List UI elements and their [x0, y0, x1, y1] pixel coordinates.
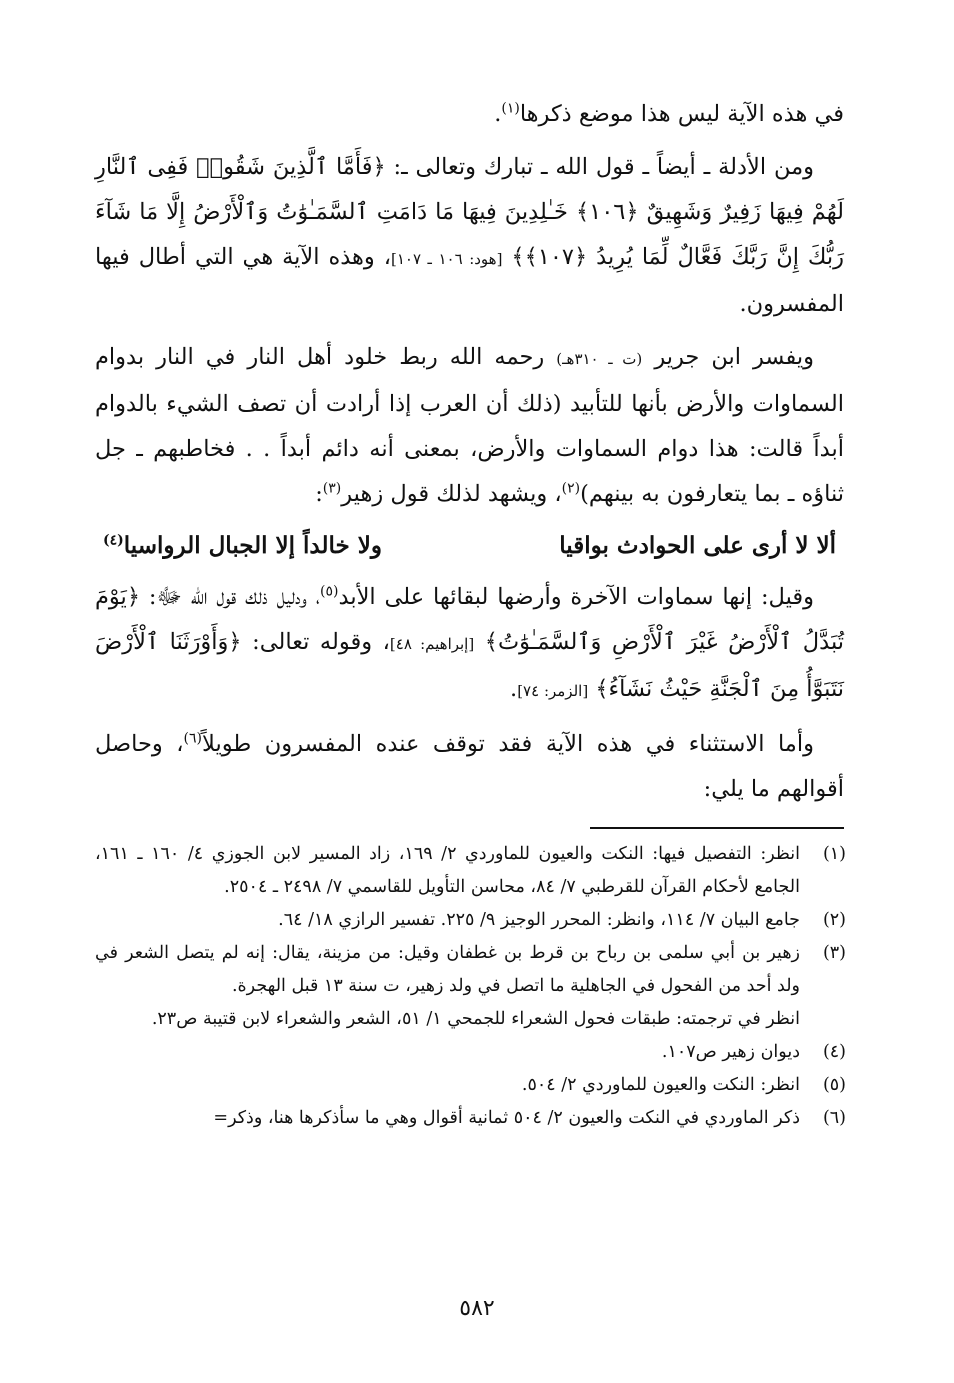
- footnote-text: انظر: التفصيل فيها: النكت والعيون للماوردي ٢/ ١٦٩، زاد المسير لابن الجوزي ٤/ ١٦٠ ـ ١٦١، الجامع لأحكام القرآن للقرطبي ٧/ ٨٤، محاسن التأويل للقاسمي ٧/ ٢٤٩٨ ـ ٢٥٠٤.: [95, 844, 800, 897]
- footnote-ref-5: (٥): [320, 583, 339, 600]
- footnote-number: (٣): [822, 943, 846, 963]
- paragraph-3-body: رحمه الله ربط خلود أهل النار في النار بدوام السماوات والأرض بأنها للتأبيد (ذلك أن العرب إذا أرادت أن تصف الشيء بالدوام أبداً قالت: هذا دوام السماوات والأرض، بمعنى أنه دائم أبداً . . فخاطبهم ـ جل ثناؤه ـ بما يتعارفون به بينهم): [95, 344, 844, 507]
- footnote-ref-6: (٦): [183, 730, 203, 747]
- verse-reference-zumar: [الزمر: ٧٤]: [517, 682, 589, 700]
- footnote-number: (٦): [822, 1108, 846, 1128]
- verse-reference-hud: [هود: ١٠٦ ـ ١٠٧]: [390, 250, 503, 268]
- verse-second-hemistich-wrap: [103, 525, 382, 567]
- footnote-4: [95, 1036, 846, 1069]
- paragraph-4-lead: وقيل: إنها سماوات الآخرة وأرضها لبقائها على الأبد: [338, 584, 815, 610]
- quran-verse-hud: ﴿فَأَمَّا ٱلَّذِينَ شَقُوا۟ فَفِى ٱلنَّارِ لَهُمْ فِيهَا زَفِيرٌ وَشَهِيقٌ ﴿١٠٦﴾ خَـٰلِدِينَ فِيهَا مَا دَامَتِ ٱلسَّمَـٰوَٰتُ وَٱلْأَرْضُ إِلَّا مَا شَآءَ رَبُّكَ إِنَّ رَبَّكَ فَعَّالٌ لِّمَا يُرِيدُ ﴿١٠٧﴾﴾: [95, 154, 845, 270]
- death-date: (ت ـ ٣١٠هـ): [556, 350, 643, 368]
- footnote-text: زهير بن أبي سلمى بن رباح بن قرط بن غطفان وقيل: من مزينة، يقال: إنه لم يتصل الشعر في ولد أحد من الفحول في الجاهلية ما اتصل في ولد زهير، ت سنة ١٣ قبل الهجرة.: [95, 943, 800, 996]
- paragraph-5-tail: ، وحاصل أقوالهم ما يلي:: [95, 731, 844, 802]
- verse-second-hemistich: ولا خالداً إلا الجبال الرواسيا: [123, 532, 382, 559]
- paragraph-1-text: في هذه الآية ليس هذا موضع ذكرها: [519, 101, 844, 127]
- paragraph-4-tail: .: [510, 676, 518, 702]
- paragraph-4-mid: ، ودليل ذلك قول الله ﷻ:: [140, 584, 321, 610]
- footnote-5: [95, 1069, 846, 1102]
- footnote-2: [95, 904, 846, 937]
- footnote-3: [95, 937, 846, 1036]
- footnote-6: [95, 1102, 846, 1135]
- footnote-text-continued: انظر في ترجمته: طبقات فحول الشعراء للجمحي ١/ ٥١، الشعر والشعراء لابن قتيبة ص٢٣.: [151, 1009, 800, 1029]
- quran-verse-ibrahim: ﴿يَوْمَ تُبَدَّلُ ٱلْأَرْضُ غَيْرَ ٱلْأَرْضِ وَٱلسَّمَـٰوَٰتُ﴾: [95, 584, 844, 655]
- paragraph-4: [95, 575, 844, 714]
- footnote-1: [95, 838, 846, 904]
- footnote-ref-1: (١): [501, 100, 520, 117]
- footnote-separator: [590, 827, 844, 829]
- footnotes: [95, 838, 846, 1135]
- main-text: [95, 92, 844, 820]
- poetry-verse: [95, 525, 844, 567]
- footnote-text: جامع البيان ٧/ ١١٤، وانظر: المحرر الوجيز ٩/ ٢٢٥. تفسير الرازي ١٨/ ٦٤.: [278, 910, 800, 930]
- paragraph-2-lead: ومن الأدلة ـ أيضاً ـ قول الله ـ تبارك وتعالى ـ:: [385, 154, 814, 180]
- paragraph-1: [95, 92, 844, 137]
- verse-reference-ibrahim: [إبراهيم: ٤٨]: [389, 635, 475, 653]
- footnote-text: انظر: النكت والعيون للماوردي ٢/ ٥٠٤.: [521, 1075, 800, 1095]
- footnote-number: (١): [822, 844, 846, 864]
- paragraph-5: [95, 722, 844, 812]
- paragraph-3-tail: ، ويشهد لذلك قول زهير: [341, 481, 562, 507]
- footnote-number: (٥): [822, 1075, 846, 1095]
- footnote-ref-2: (٢): [561, 480, 581, 497]
- footnote-number: (٤): [822, 1042, 846, 1062]
- paragraph-3-lead: ويفسر ابن جرير: [642, 344, 815, 370]
- paragraph-3-colon: :: [315, 481, 323, 507]
- footnote-text: ذكر الماوردي في النكت والعيون ٢/ ٥٠٤ ثمانية أقوال وهي ما سأذكرها هنا، وذكر=: [213, 1108, 800, 1128]
- paragraph-1-tail: .: [494, 101, 502, 127]
- quran-verse-zumar: ﴿وَأَوْرَثَنَا ٱلْأَرْضَ نَتَبَوَّأُ مِنَ ٱلْجَنَّةِ حَيْثُ نَشَآءُ﴾: [95, 629, 844, 702]
- footnote-text-block: [95, 937, 800, 1036]
- paragraph-2-tail: ، وهذه الآية هي التي أطال فيها المفسرون.: [95, 244, 844, 317]
- footnote-text: ديوان زهير ص١٠٧.: [661, 1042, 800, 1062]
- paragraph-4-mid2: ، وقوله تعالى:: [241, 629, 390, 655]
- footnote-ref-3: (٣): [322, 480, 342, 497]
- paragraph-2: [95, 145, 844, 327]
- page-number: ٥٨٢: [459, 1296, 495, 1321]
- paragraph-5-lead: وأما الاستثناء في هذه الآية فقد توقف عنده المفسرون طويلاً: [202, 731, 814, 757]
- verse-first-hemistich: ألا لا أرى على الحوادث بواقيا: [559, 532, 836, 559]
- footnote-ref-4: (٤): [103, 532, 124, 549]
- footnote-number: (٢): [822, 910, 846, 930]
- paragraph-3: [95, 335, 844, 517]
